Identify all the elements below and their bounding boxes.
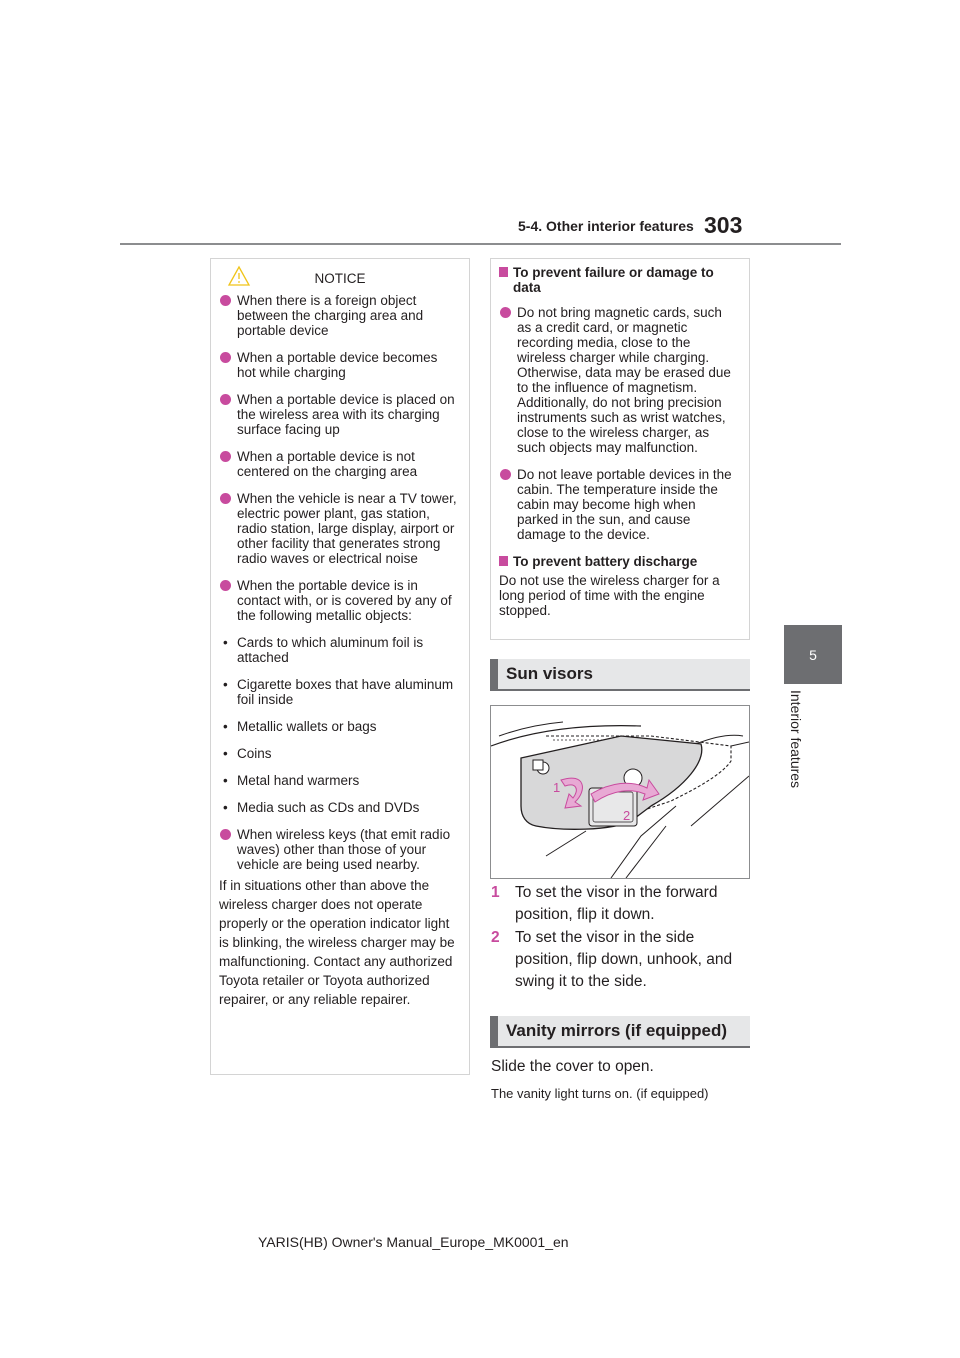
footer-text: YARIS(HB) Owner's Manual_Europe_MK0001_en (258, 1234, 569, 1250)
notice-content (211, 293, 469, 1009)
caution-text: Do not use the wireless charger for a long period of time with the engine stopped. (499, 573, 720, 618)
step-number: 1 (491, 884, 500, 901)
step-text: To set the visor in the forward position, flip it down. (515, 884, 718, 923)
notice-sub-item: • Metal hand warmers (223, 773, 360, 788)
callout-2: 2 (623, 808, 631, 823)
sun-visor-drawing (491, 706, 749, 878)
notice-title: NOTICE (314, 271, 366, 286)
chapter-number: 5 (809, 646, 817, 663)
vanity-body: Slide the cover to open. (491, 1058, 654, 1075)
notice-bullet: When a portable device is placed on the wireless area with its charging surface facing up (219, 392, 459, 437)
caution-heading: To prevent failure or damage to data (499, 265, 739, 295)
notice-sub-item: • Coins (223, 746, 272, 761)
notice-sub-item: • Media such as CDs and DVDs (223, 800, 420, 815)
sun-visors-heading (490, 659, 750, 691)
vanity-note: The vanity light turns on. (if equipped) (491, 1086, 709, 1101)
notice-bullet: When there is a foreign object between the charging area and portable device (219, 293, 459, 338)
notice-sub-item: • Cards to which aluminum foil is attached (223, 635, 424, 665)
notice-bullet: When the portable device is in contact with, or is covered by any of the following metallic objects: (219, 578, 459, 623)
caution-content (491, 265, 749, 618)
vanity-mirrors-heading (490, 1016, 750, 1048)
notice-bullet: When a portable device becomes hot while charging (219, 350, 459, 380)
header-rule (120, 243, 841, 245)
caution-bullet: Do not bring magnetic cards, such as a credit card, or magnetic recording media, close to the wireless charger while charging. Otherwise, data may be erased due to the influence of magnetism. Additionally, do not bring precision instruments such as wrist watches, close to the wireless charger, as such objects may malfunction. (499, 305, 739, 455)
notice-paragraph: If in situations other than above the wireless charger does not operate properly or the operation indicator light is blinking, the wireless charger may be malfunctioning. Contact any authorized Toyota retailer or Toyota authorized repairer, or any reliable repairer. (219, 878, 455, 1007)
sun-visor-illustration (490, 705, 750, 879)
chapter-tab (784, 625, 842, 684)
caution-bullet: Do not leave portable devices in the cabin. The temperature inside the cabin may become high when parked in the sun, and cause damage to the device. (499, 467, 739, 542)
vanity-mirrors-heading-text: Vanity mirrors (if equipped) (506, 1021, 728, 1040)
step-text: To set the visor in the side position, flip down, unhook, and swing it to the side. (515, 929, 733, 990)
notice-header (211, 265, 469, 293)
notice-bullet: When the vehicle is near a TV tower, electric power plant, gas station, radio station, large display, airport or other facility that generates strong radio waves or electrical noise (219, 491, 459, 566)
caution-box (490, 258, 750, 640)
notice-box (210, 258, 470, 1075)
callout-1: 1 (553, 780, 561, 795)
caution-heading: To prevent battery discharge (499, 554, 739, 569)
notice-bullet: When a portable device is not centered on the charging area (219, 449, 459, 479)
step-number: 2 (491, 929, 500, 946)
notice-sub-item: • Cigarette boxes that have aluminum foil inside (223, 677, 454, 707)
section-title: 5-4. Other interior features (518, 218, 694, 234)
chapter-label: Interior features (788, 690, 804, 789)
page-number: 303 (704, 212, 743, 238)
sun-visors-heading-text: Sun visors (506, 664, 593, 683)
chapter-label-container (778, 690, 808, 820)
notice-sub-item: • Metallic wallets or bags (223, 719, 377, 734)
notice-bullet: When wireless keys (that emit radio waves) other than those of your vehicle are being used nearby. (219, 827, 459, 872)
